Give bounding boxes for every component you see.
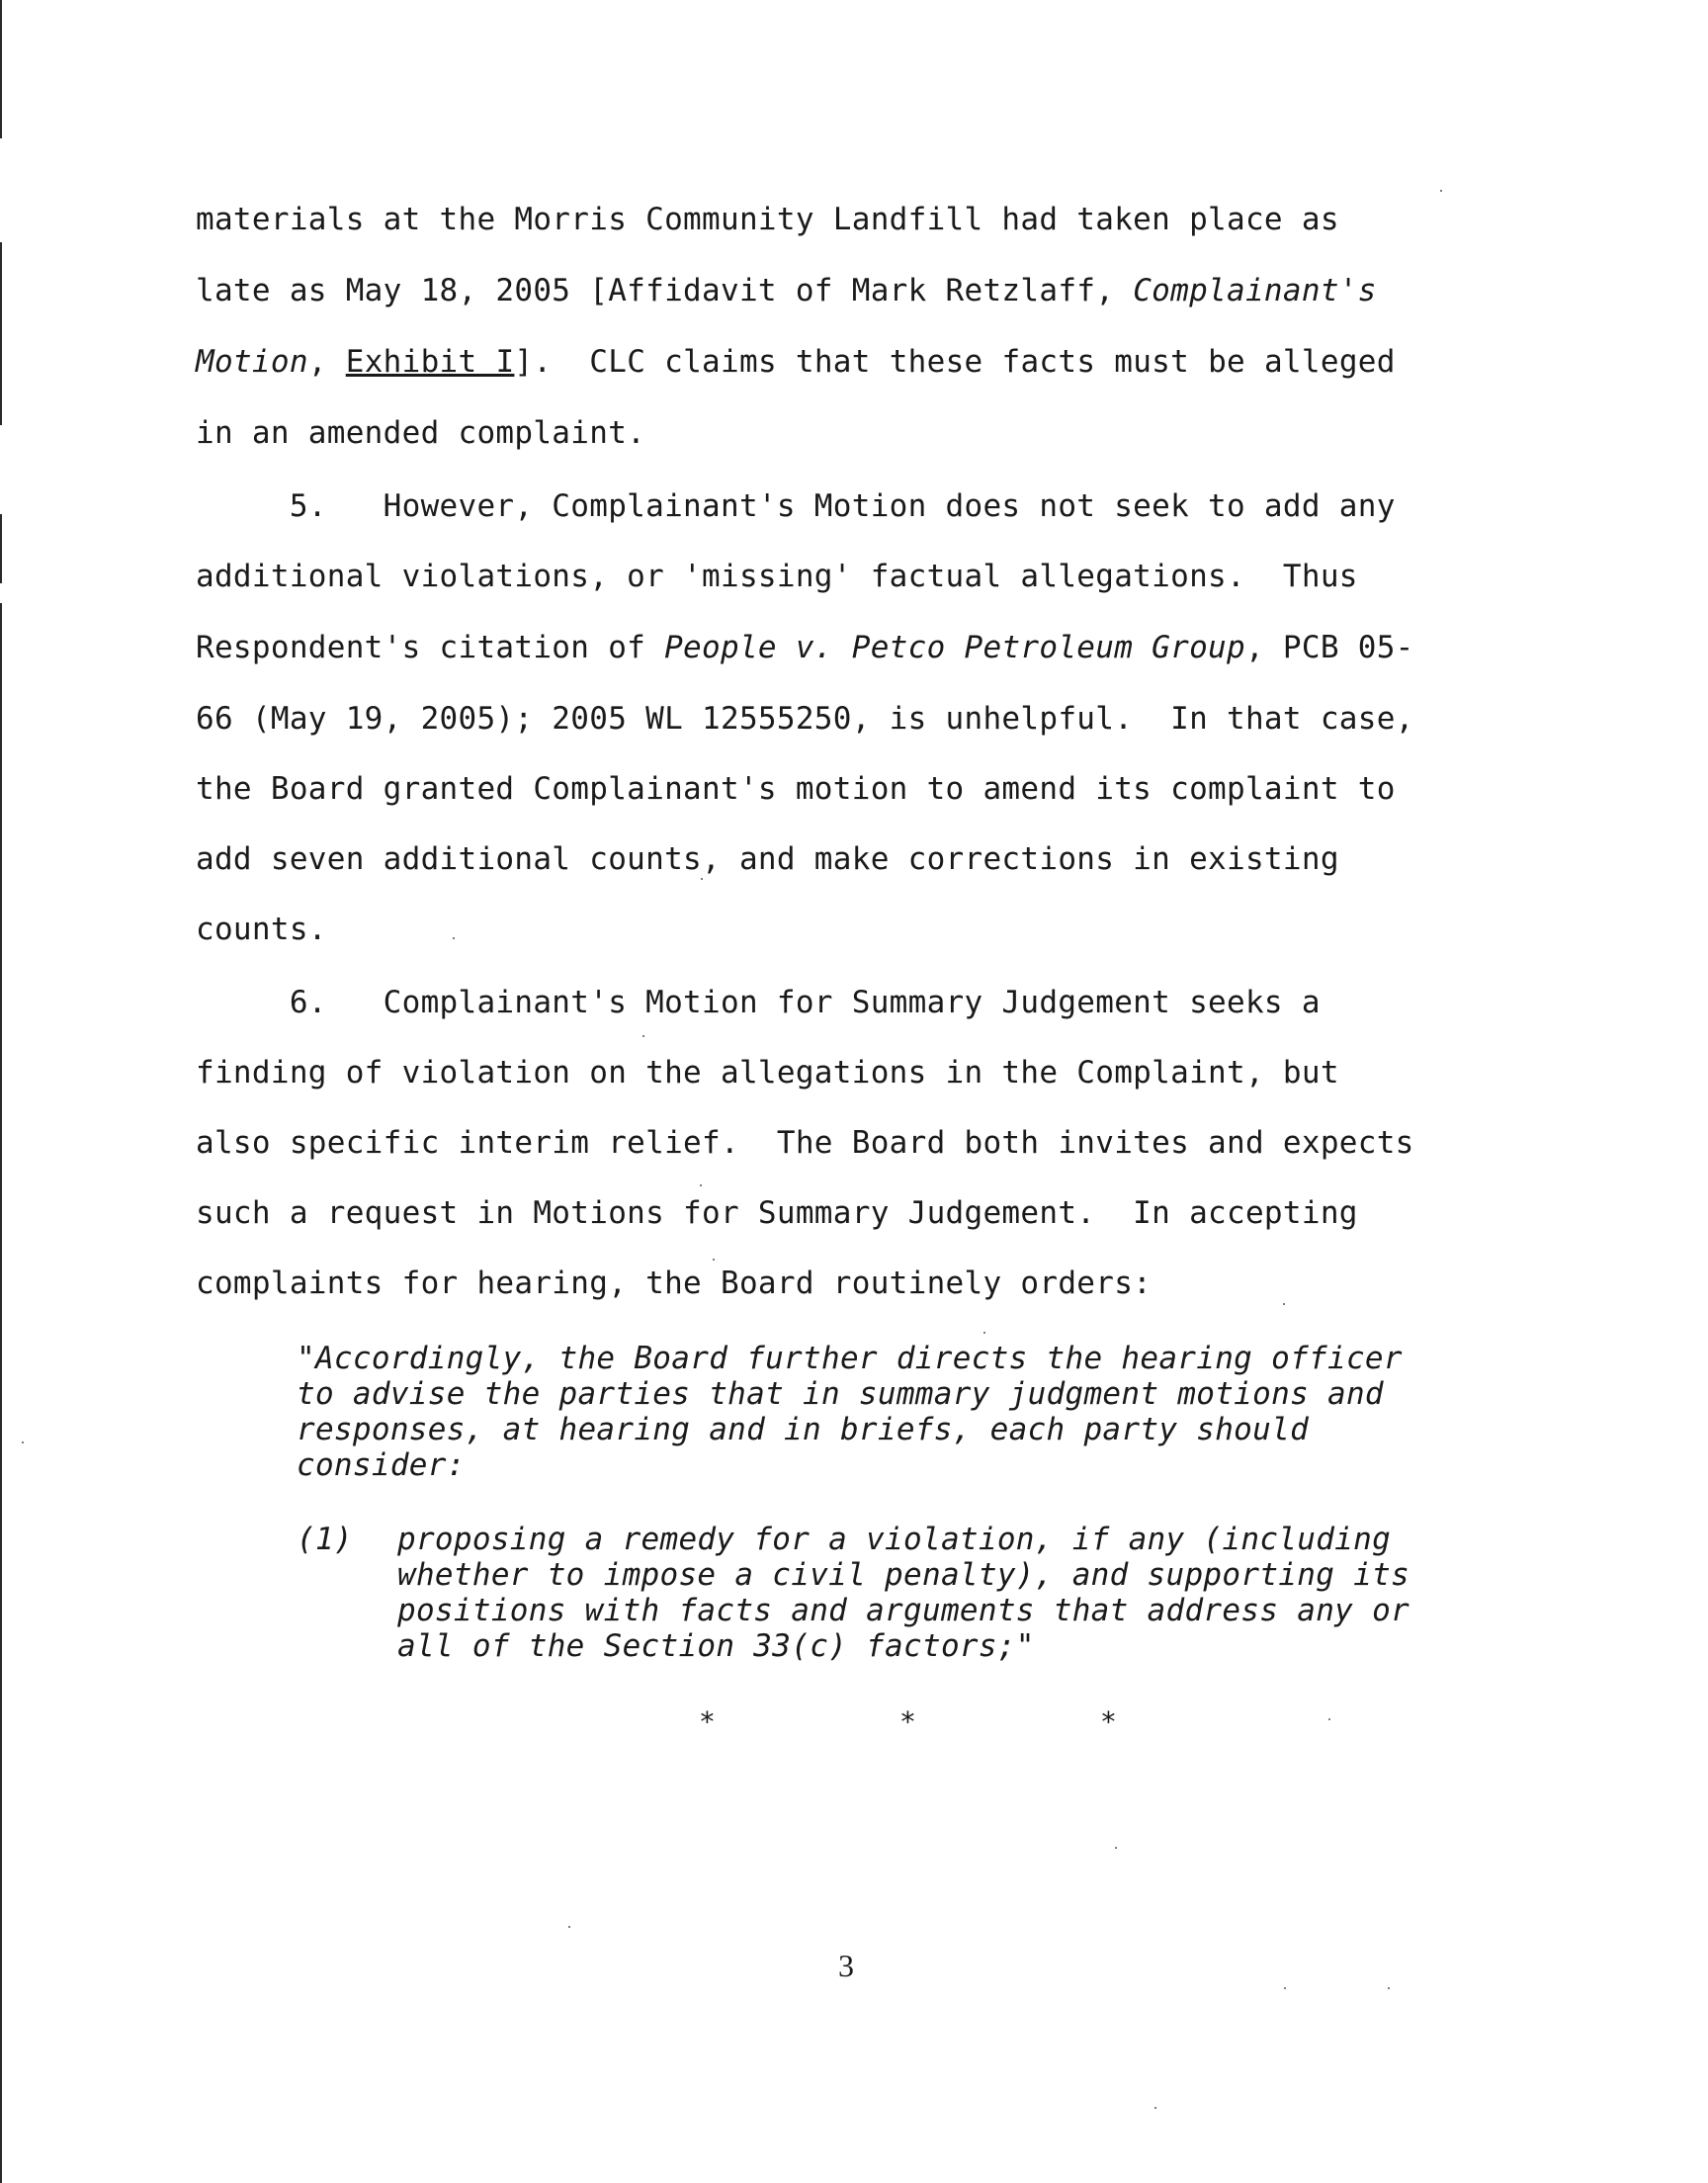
case-citation: People v. Petco Petroleum Group	[664, 630, 1245, 665]
text-line: 5. However, Complainant's Motion does not seek to add any	[196, 488, 1396, 524]
scan-speck	[1283, 1303, 1285, 1305]
quote-line: positions with facts and arguments that address any or	[397, 1593, 1410, 1628]
scan-speck	[1154, 2107, 1156, 2109]
text-line: 6. Complainant's Motion for Summary Judgement seeks a	[196, 985, 1321, 1020]
quote-line: whether to impose a civil penalty), and supporting its	[397, 1557, 1410, 1593]
italic-run: Complainant's	[1133, 273, 1377, 308]
quote-line: proposing a remedy for a violation, if any (including	[397, 1522, 1392, 1557]
text-line: counts.	[196, 912, 327, 947]
scan-speck	[700, 1184, 702, 1186]
quote-line: all of the Section 33(c) factors;"	[397, 1628, 1035, 1664]
text-line	[196, 273, 1377, 308]
scan-speck	[1284, 1987, 1286, 1989]
text-run: ,	[307, 344, 346, 380]
text-run: Respondent's citation of	[196, 630, 665, 665]
text-line: in an amended complaint.	[196, 415, 646, 451]
text-run: ]. CLC claims that these facts must be alleged	[514, 344, 1396, 380]
quote-item-number: (1)	[297, 1522, 353, 1557]
text-line: such a request in Motions for Summary Judgement. In accepting	[196, 1195, 1358, 1231]
text-line: also specific interim relief. The Board both invites and expects	[196, 1125, 1414, 1161]
scan-speck	[453, 937, 455, 939]
scan-speck	[642, 1035, 644, 1037]
quote-line: to advise the parties that in summary judgment motions and	[297, 1376, 1384, 1412]
scan-speck	[701, 878, 703, 880]
page-number: 3	[838, 1948, 854, 1983]
scan-speck	[22, 1441, 24, 1443]
separator-star: *	[899, 1705, 916, 1738]
scan-speck	[1115, 1847, 1117, 1849]
text-line	[196, 630, 1414, 665]
scan-edge-line	[0, 514, 2, 583]
separator-star: *	[1100, 1705, 1117, 1738]
text-line: finding of violation on the allegations in the Complaint, but	[196, 1055, 1339, 1091]
scan-edge-line	[0, 242, 2, 425]
scan-speck	[1440, 190, 1442, 192]
text-run: , PCB 05-	[1244, 630, 1414, 665]
quote-line: "Accordingly, the Board further directs the hearing officer	[297, 1341, 1403, 1376]
scan-speck	[713, 1259, 715, 1261]
text-line	[196, 344, 1396, 380]
text-line: add seven additional counts, and make corrections in existing	[196, 841, 1339, 877]
quote-line: responses, at hearing and in briefs, each party should	[297, 1412, 1310, 1447]
separator-star: *	[699, 1705, 716, 1738]
exhibit-reference: Exhibit I	[345, 344, 515, 380]
scan-speck	[983, 1332, 985, 1334]
text-line: 66 (May 19, 2005); 2005 WL 12555250, is unhelpful. In that case,	[196, 701, 1414, 737]
text-line: complaints for hearing, the Board routinely orders:	[196, 1266, 1153, 1301]
italic-run: Motion	[196, 344, 308, 380]
text-line: the Board granted Complainant's motion to amend its complaint to	[196, 771, 1396, 807]
text-line: additional violations, or 'missing' factual allegations. Thus	[196, 559, 1358, 594]
quote-line: consider:	[297, 1447, 466, 1483]
scan-speck	[1328, 1718, 1330, 1720]
scan-edge-line	[0, 603, 2, 2183]
scan-speck	[1388, 1987, 1390, 1989]
scan-speck	[568, 1926, 570, 1928]
text-run: late as May 18, 2005 [Affidavit of Mark Retzlaff,	[196, 273, 1134, 308]
scan-edge-line	[0, 0, 2, 138]
text-line: materials at the Morris Community Landfill had taken place as	[196, 202, 1339, 237]
